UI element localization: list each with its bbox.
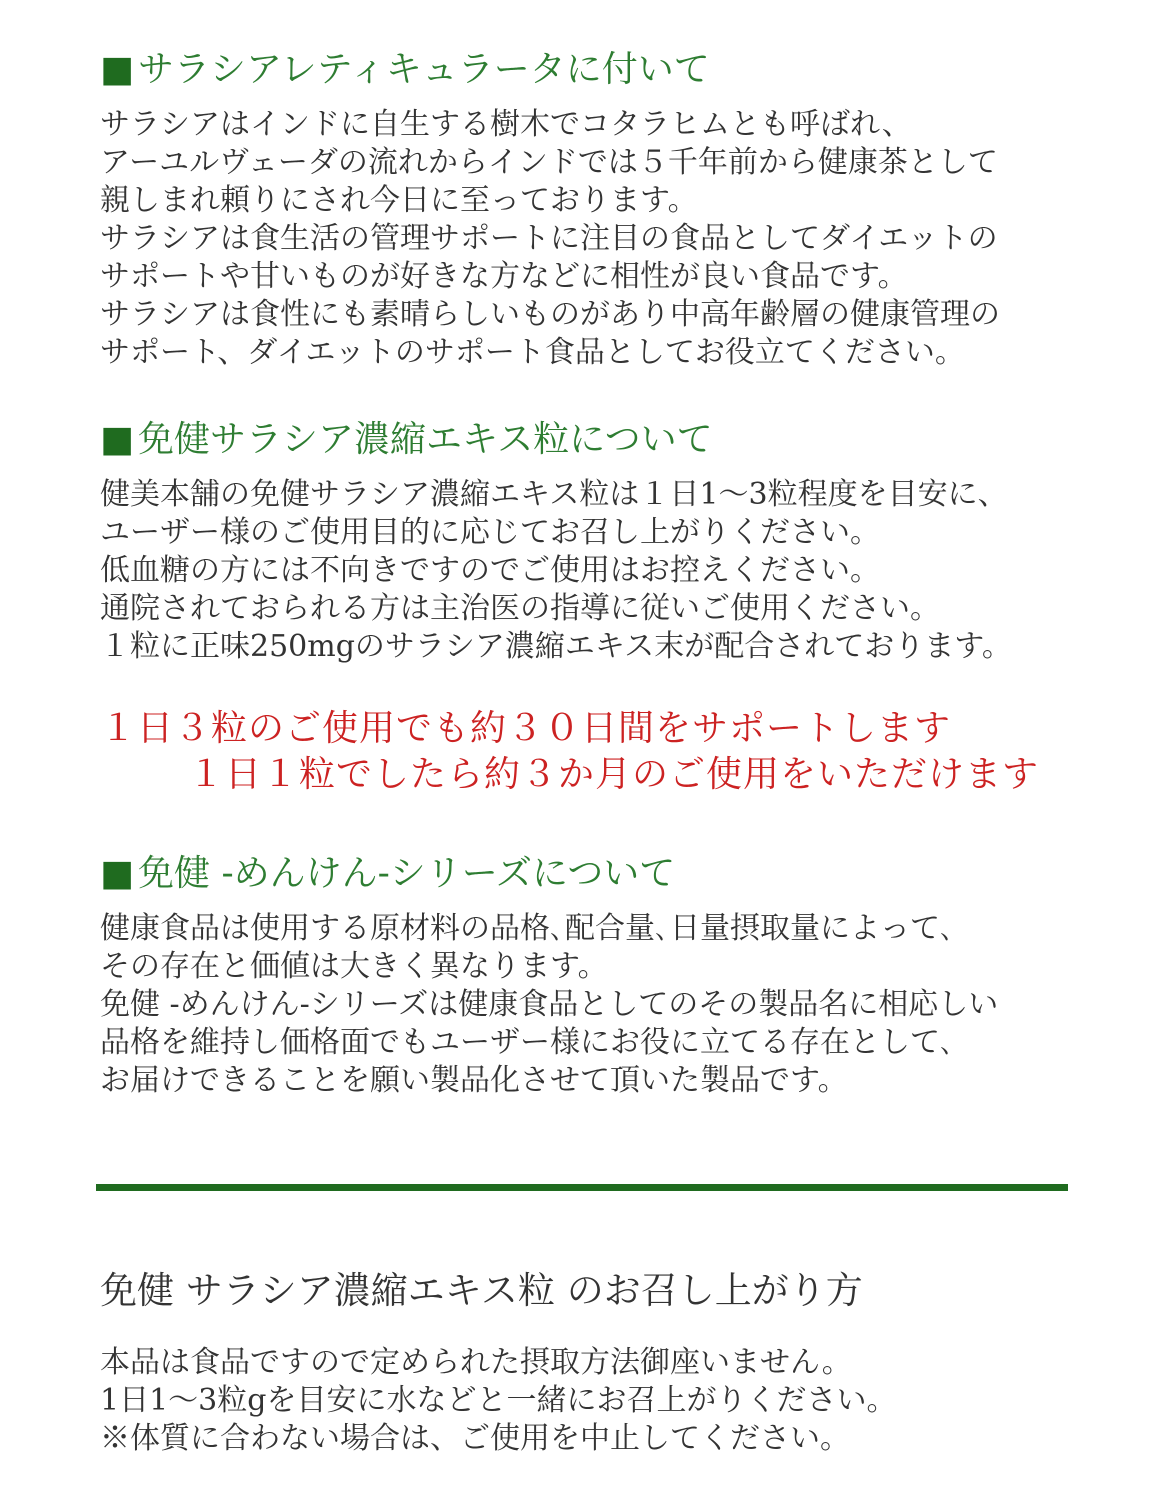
body-line: その存在と価値は大きく異なります。: [100, 949, 608, 984]
section-body: [100, 106, 1121, 372]
howto-body: [100, 1344, 896, 1458]
body-line: サラシアはインドに自生する樹木でコタラヒムとも呼ばれ、: [100, 107, 912, 142]
section-heading: [100, 48, 1121, 92]
body-line: 通院されておられる方は主治医の指導に従いご使用ください。: [100, 591, 940, 626]
body-line: 免健 -めんけん-シリーズは健康食品としてのその製品名に相応しい: [100, 987, 999, 1022]
usage-highlight: [100, 706, 1121, 798]
square-bullet-icon: ■: [100, 49, 135, 90]
section-heading-text: サラシアレティキュラータに付いて: [138, 49, 710, 90]
section-heading-text: 免健 -めんけん-シリーズについて: [138, 853, 676, 894]
body-line: 品格を維持し価格面でもユーザー様にお役に立てる存在として､: [100, 1025, 955, 1060]
section-heading-text: 免健サラシア濃縮エキス粒について: [138, 419, 713, 460]
highlight-line: １日１粒でしたら約３か月のご使用をいただけます: [188, 754, 1040, 795]
body-line: サラシアは食性にも素晴らしいものがあり中高年齢層の健康管理の: [100, 297, 1000, 332]
body-line: サポート、ダイエットのサポート食品としてお役立てください。: [100, 335, 965, 370]
body-line: 健美本舗の免健サラシア濃縮エキス粒は１日1～3粒程度を目安に、: [100, 477, 1008, 512]
section-body: [100, 910, 1121, 1100]
section-series-about: [100, 852, 1121, 1100]
body-line: １粒に正味250mgのサラシア濃縮エキス末が配合されております。: [100, 629, 1012, 664]
section-body: [100, 476, 1121, 666]
body-line: 健康食品は使用する原材料の品格､配合量､日量摂取量によって､: [100, 911, 955, 946]
section-heading: [100, 852, 1121, 896]
body-line: お届けできることを願い製品化させて頂いた製品です。: [100, 1063, 848, 1098]
body-line: アーユルヴェーダの流れからインドでは５千年前から健康茶として: [100, 145, 998, 180]
section-heading: [100, 418, 1121, 462]
body-line: 1日1～3粒gを目安に水などと一緒にお召上がりください。: [100, 1383, 897, 1418]
section-salacia-about: [100, 48, 1121, 372]
body-line: 低血糖の方には不向きですのでご使用はお控えください。: [100, 553, 880, 588]
body-line: 親しまれ頼りにされ今日に至っております。: [100, 183, 698, 218]
highlight-line: １日３粒のご使用でも約３０日間をサポートします: [100, 708, 952, 749]
square-bullet-icon: ■: [100, 419, 135, 460]
body-line: ユーザー様のご使用目的に応じてお召し上がりください。: [100, 515, 880, 550]
body-line: サラシアは食生活の管理サポートに注目の食品としてダイエットの: [100, 221, 998, 256]
section-product-about: [100, 418, 1121, 666]
body-line: 本品は食品ですので定められた摂取方法御座いません。: [100, 1345, 852, 1380]
body-line: ※体質に合わない場合は、ご使用を中止してください。: [100, 1421, 850, 1456]
section-divider: [96, 1184, 1068, 1191]
body-line: サポートや甘いものが好きな方などに相性が良い食品です。: [100, 259, 908, 294]
square-bullet-icon: ■: [100, 853, 135, 894]
howto-title: 免健 サラシア濃縮エキス粒 のお召し上がり方: [100, 1269, 863, 1312]
